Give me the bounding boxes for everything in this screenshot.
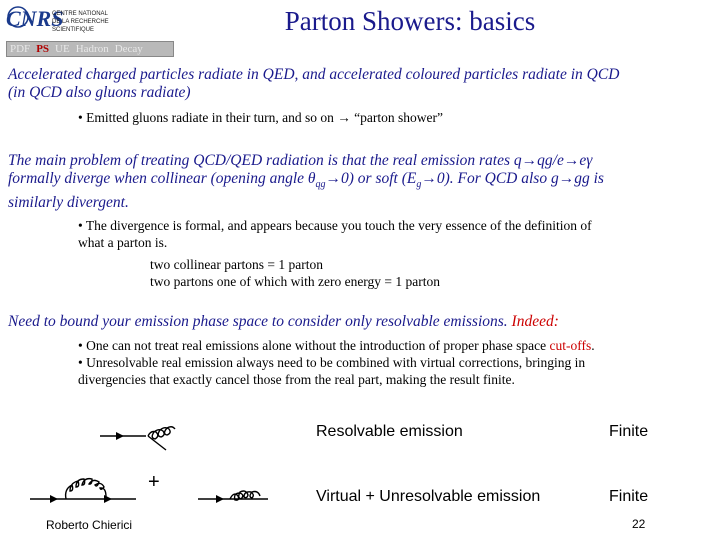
- diagram-plus: +: [148, 471, 160, 493]
- example-collinear: two collinear partons = 1 parton: [150, 257, 323, 272]
- slide-title: Parton Showers: basics: [284, 6, 536, 36]
- logo-letters: CNRS: [6, 6, 64, 31]
- row-resolvable-result: Finite: [609, 423, 649, 440]
- p2-line3: similarly divergent.: [8, 194, 129, 212]
- p3-bullets: [78, 337, 718, 388]
- row-resolvable-label: Resolvable emission: [316, 423, 463, 440]
- logo-line-1: CENTRE NATIONAL: [52, 11, 108, 17]
- nav-ps[interactable]: PS: [36, 43, 50, 55]
- feynman-diagrams: [28, 402, 188, 512]
- cnrs-logo: [4, 2, 114, 42]
- p2-line1: The main problem of treating QCD/QED radiation is that the real emission rates q→qg/e→eγ: [8, 152, 593, 169]
- p3-bullet-1: • One can not treat real emissions alone without the introduction of proper phase space cut-offs.: [78, 338, 595, 353]
- footer-author: Roberto Chierici: [46, 518, 133, 532]
- diagram-unresolvable: [196, 482, 296, 512]
- p3-indeed: Indeed:: [511, 313, 559, 330]
- nav-ue[interactable]: UE: [55, 43, 70, 55]
- p3-text: Need to bound your emission phase space to consider only resolvable emissions. Indeed:: [8, 313, 559, 330]
- p1-line1: Accelerated charged particles radiate in QED, and accelerated coloured particles radiate in QCD: [8, 66, 620, 83]
- p1-text: [8, 66, 718, 102]
- p2-text: [8, 152, 718, 212]
- topic-nav: [6, 41, 174, 57]
- page-number: 22: [632, 517, 646, 531]
- diagram-real-emission: [100, 427, 175, 450]
- p1-line2: (in QCD also gluons radiate): [8, 84, 191, 101]
- p3-bullet-2b: divergencies that exactly cancel those from the real part, making the result finite.: [78, 372, 515, 387]
- p1-bullet: • Emitted gluons radiate in their turn, and so on → “parton shower”: [78, 110, 444, 125]
- logo-line-2: DE LA RECHERCHE: [52, 19, 109, 25]
- nav-pdf[interactable]: PDF: [10, 43, 31, 55]
- diagram-virtual: [30, 479, 136, 503]
- p2-bullet: • The divergence is formal, and appears because you touch the very essence of the definition of what a parton is.: [78, 218, 592, 250]
- p3-bullet-2a: • Unresolvable real emission always need to be combined with virtual corrections, bringing in: [78, 355, 586, 370]
- p2-examples: [150, 256, 440, 290]
- p2-line2: formally diverge when collinear (opening angle $\theta_{qg}\to 0$) or soft $(E_g\to 0)$. For QCD also g→gg is: [8, 170, 604, 191]
- logo-line-3: SCIENTIFIQUE: [52, 27, 95, 33]
- row-virtual-result: Finite: [609, 488, 649, 505]
- nav-hadron[interactable]: Hadron: [75, 43, 109, 55]
- example-soft: two partons one of which with zero energy = 1 parton: [150, 274, 441, 289]
- row-virtual-label: Virtual + Unresolvable emission: [316, 488, 541, 505]
- nav-decay[interactable]: Decay: [114, 43, 143, 55]
